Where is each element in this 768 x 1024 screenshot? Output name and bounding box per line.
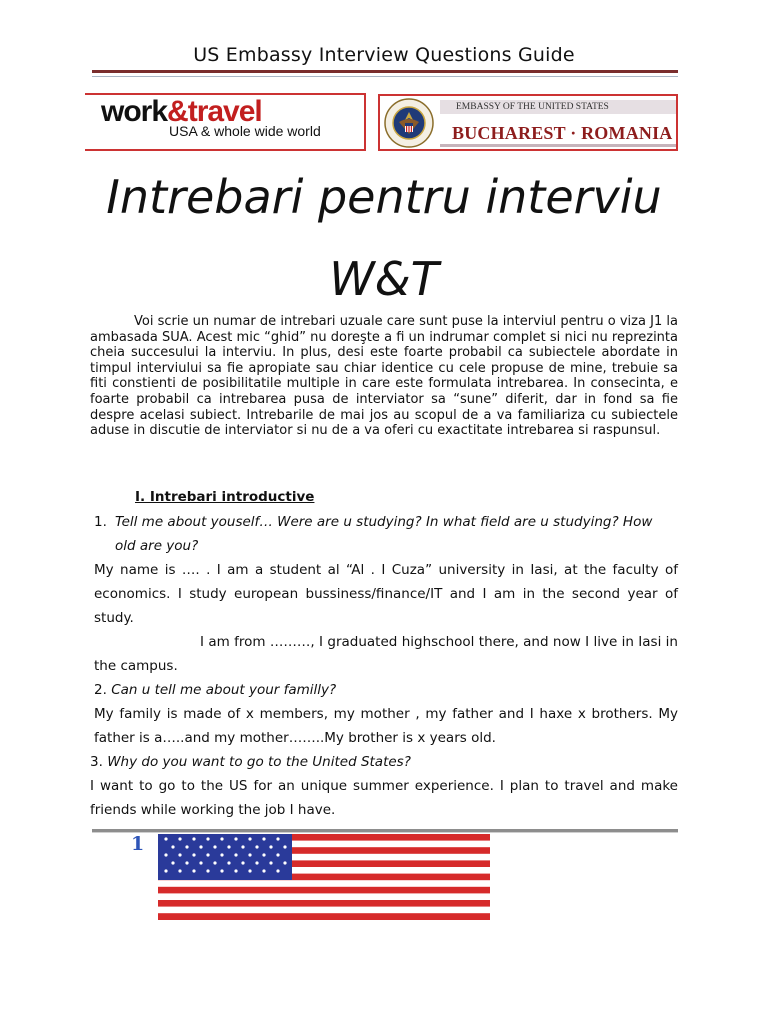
footer-divider-thin [92, 832, 678, 833]
page-number: 1 [131, 833, 145, 855]
question-2 [94, 678, 336, 702]
intro-paragraph: Voi scrie un numar de intrebari uzuale care sunt puse la interviul pentru o viza J1 la ambasada SUA. Acest mic “ghid” nu doreşte a fi un indrumar complet si nici nu reprezinta cheia succesului la interviu. In plus, desi este foarte probabil ca subiectele abordate in timpul interviului sa fie apropiate sau chiar identice cu cele propuse de mine, trebuie sa fiti constienti de posibilitatile multiple in care este formulata intrebarea. In consecinta, e foarte probabil ca intrebarea pusa de interviator sa “sune” diferit, dar in fond sa fie despre acelasi subiect. Intrebarile de mai jos au scopul de a va familiariza cu subiectele aduse in discutie de interviator si nu de a va oferi cu exactitate intrebarea si raspunsul. [90, 314, 678, 439]
page-title-line-1: Intrebari pentru interviu [106, 170, 662, 224]
document-header-title: US Embassy Interview Questions Guide [193, 44, 575, 66]
header-divider-thin [92, 76, 678, 77]
work-travel-logo-tagline: USA & whole wide world [169, 123, 321, 139]
header-divider [92, 70, 678, 73]
embassy-seal-icon [384, 98, 434, 148]
embassy-logo [378, 94, 678, 151]
embassy-logo-title: BUCHAREST · ROMANIA [452, 123, 673, 143]
question-2-text: Can u tell me about your familly? [111, 682, 337, 698]
question-2-number: 2. [94, 682, 107, 698]
answer-2: My family is made of x members, my mother , my father and I haxe x brothers. My father is a…..and my mother……..My brother is x years old. [94, 706, 678, 746]
question-3-number: 3. [90, 754, 103, 770]
answer-1: My name is …. . I am a student al “Al . I Cuza” university in Iasi, at the faculty of economics. I study european bussiness/finance/IT and I am in the second year of study. [94, 562, 678, 626]
question-1-number: 1. [94, 514, 107, 530]
work-travel-logo-wordmark: work&travel [101, 95, 262, 128]
question-1 [94, 510, 678, 558]
embassy-logo-subtitle: EMBASSY OF THE UNITED STATES [456, 102, 609, 112]
work-travel-logo [85, 93, 366, 151]
section-heading: I. Intrebari introductive [135, 489, 315, 505]
question-1-text-continued: old are you? [115, 538, 199, 554]
question-1-text: Tell me about youself… Were are u studying? In what field are u studying? How [115, 514, 653, 530]
answer-1-continued: I am from ………, I graduated highschool there, and now I live in Iasi in the campus. [94, 634, 678, 674]
question-3 [90, 750, 411, 774]
embassy-logo-underline [440, 144, 676, 147]
answer-3: I want to go to the US for an unique summer experience. I plan to travel and make friends while working the job I have. [90, 778, 678, 818]
page-title-line-2: W&T [329, 252, 439, 306]
us-flag-icon [158, 834, 490, 920]
question-3-text: Why do you want to go to the United States? [107, 754, 411, 770]
